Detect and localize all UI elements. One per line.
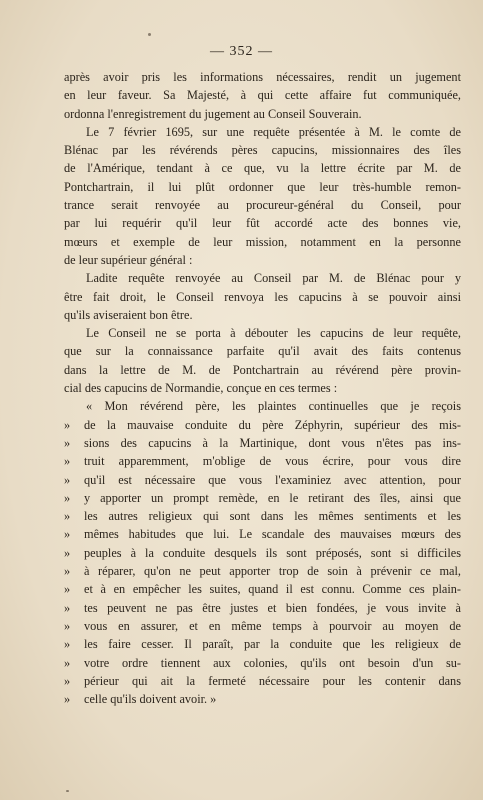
quote-text: périeur qui ait la fermeté nécessaire pour les contenir dans [84,673,461,688]
quote-text: de la mauvaise conduite du père Zéphyrin, supérieur des mis- [84,417,461,432]
quote-line [64,489,461,507]
text-line: Le Conseil ne se porta à débouter les capucins de leur requête, [86,326,461,341]
ink-spot [148,33,151,36]
text-line: être fait droit, le Conseil renvoya les capucins à se pouvoir ainsi [64,289,461,304]
quote-text: truit apparemment, m'oblige de vous écrire, pour vous dire [84,454,461,469]
text-line: Blénac par les révérends pères capucins, missionnaires des îles [64,143,461,158]
text-line: cial des capucins de Normandie, conçue en ces termes : [64,381,338,396]
quote-mark: » [64,618,71,633]
quote-mark: » [64,655,71,670]
quote-line [64,471,461,489]
text-line: que sur la connaissance parfaite qu'il avait des faits contenus [64,344,461,359]
paragraph-1 [64,68,461,123]
quote-line [64,580,461,598]
quote-mark: » [64,545,71,560]
quote-text: à réparer, qu'on ne peut apporter trop de soin à prévenir ce mal, [84,564,461,579]
quote-mark: » [64,417,71,432]
text-line: Ladite requête renvoyée au Conseil par M. de Blénac pour y [86,271,461,286]
quote-mark: » [64,673,71,688]
text-line: ordonna l'enregistrement du jugement au Conseil Souverain. [64,106,362,121]
text-line: en leur faveur. Sa Majesté, à qui cette affaire fut communiquée, [64,88,461,103]
quote-text: sions des capucins à la Martinique, dont vous n'êtes pas ins- [84,435,461,450]
quote-text: qu'il est nécessaire que vous l'examiniez avec attention, pour [84,472,461,487]
quote-text: vous en assurer, et en même temps à pourvoir au moyen de [84,618,461,633]
body-text [64,68,461,708]
text-line: Pontchartrain, il lui plût ordonner que leur très-humble remon- [64,179,461,194]
text-line: qu'ils aviseraient bon être. [64,307,193,322]
quote-line [64,525,461,543]
text-line: dans la lettre de M. de Pontchartrain au révérend père provin- [64,362,461,377]
text-line: Le 7 février 1695, sur une requête présentée à M. le comte de [86,124,461,139]
ink-spot [66,790,69,792]
paragraph-4 [64,324,461,397]
quote-text: les faire cesser. Il paraît, par la conduite que les religieux de [84,637,461,652]
paragraph-2 [64,123,461,269]
quoted-letter [64,397,461,708]
quote-lines [64,416,461,709]
quote-line: « Mon révérend père, les plaintes continuelles que je reçois [86,399,461,414]
text-line: de leur supérieur général : [64,252,193,267]
quote-line [64,635,461,653]
quote-line [64,599,461,617]
quote-mark: » [64,692,71,707]
quote-mark: » [64,600,71,615]
quote-line [64,672,461,690]
quote-line [64,544,461,562]
text-line: par lui requérir qu'il leur fût accordé acte des bonnes vie, [64,216,461,231]
text-line: de l'Amérique, tendant à ce que, vu la lettre écrite par M. de [64,161,461,176]
quote-line [64,690,461,708]
quote-mark: » [64,564,71,579]
quote-text: les autres religieux qui sont dans les mêmes sentiments et les [84,509,461,524]
text-line: mœurs et exemple de leur mission, notamment en la personne [64,234,461,249]
quote-text: et à en empêcher les suites, quand il est connu. Comme ces plain- [84,582,461,597]
text-line: après avoir pris les informations nécessaires, rendit un jugement [64,70,461,84]
quote-text: celle qu'ils doivent avoir. » [84,692,217,707]
quote-mark: » [64,509,71,524]
quote-line [64,507,461,525]
quote-line [64,434,461,452]
quote-mark: » [64,527,71,542]
quote-line [64,562,461,580]
quote-line [64,617,461,635]
quote-mark: » [64,582,71,597]
quote-line [64,654,461,672]
quote-line [64,452,461,470]
quote-text: peuples à la conduite desquels ils sont préposés, sont si difficiles [84,545,461,560]
quote-text: votre ordre tiennent aux colonies, qu'ils ont besoin d'un su- [84,655,461,670]
quote-mark: » [64,435,71,450]
quote-mark: » [64,454,71,469]
quote-mark: » [64,637,71,652]
page-number: — 352 — [210,44,273,59]
quote-line [64,416,461,434]
paragraph-3 [64,269,461,324]
quote-text: tes peuvent ne pas être justes et bien fondées, je vous invite à [84,600,461,615]
text-line: trance serait renvoyée au procureur-général du Conseil, pour [64,198,461,213]
quote-text: mêmes habitudes que lui. Le scandale des mauvaises mœurs des [84,527,461,542]
quote-text: y apporter un prompt remède, en le retirant des îles, ainsi que [84,490,461,505]
quote-mark: » [64,490,71,505]
quote-mark: » [64,472,71,487]
